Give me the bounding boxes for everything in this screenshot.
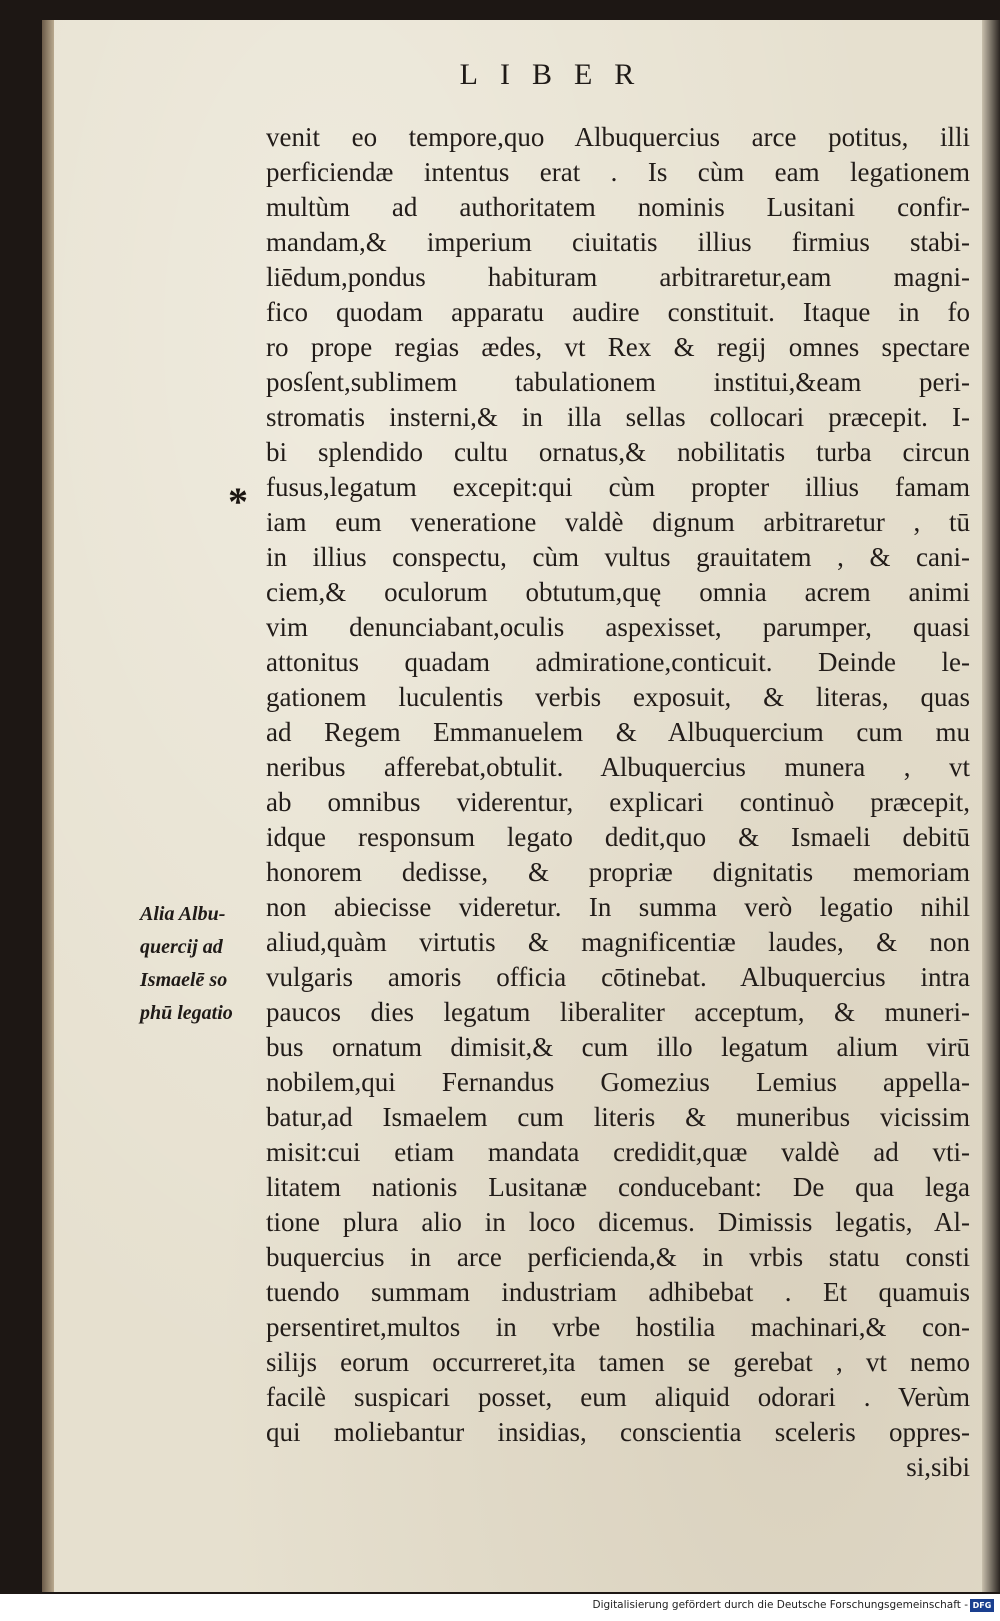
- text-line: tione plura alio in loco dicemus. Dimissis legatis, Al-: [266, 1207, 970, 1237]
- text-line: silijs eorum occurreret,ita tamen se gerebat , vt nemo: [266, 1347, 970, 1377]
- text-line: mandam,& imperium ciuitatis illius firmius stabi-: [266, 227, 970, 257]
- text-line: buquercius in arce perficienda,& in vrbis statu consti: [266, 1242, 970, 1272]
- text-line: in illius conspectu, cùm vultus grauitatem , & cani-: [266, 542, 970, 572]
- catchword: si,sibi: [906, 1452, 970, 1482]
- text-line: bi splendido cultu ornatus,& nobilitatis turba circun: [266, 437, 970, 467]
- marginal-note: [140, 898, 260, 1030]
- running-head: LIBER: [459, 58, 657, 91]
- text-line: misit:cui etiam mandata credidit,quæ valdè ad vti-: [266, 1137, 970, 1167]
- page-right-edge: [982, 20, 1000, 1592]
- main-text-block: [266, 120, 970, 1485]
- text-line: liēdum,pondus habituram arbitraretur,eam magni-: [266, 262, 970, 292]
- text-line: multùm ad authoritatem nominis Lusitani confir-: [266, 192, 970, 222]
- marginal-note-line: Ismaelē so: [140, 969, 228, 991]
- text-line: paucos dies legatum liberaliter acceptum, & muneri-: [266, 997, 970, 1027]
- text-line: bus ornatum dimisit,& cum illo legatum alium virū: [266, 1032, 970, 1062]
- text-line: ciem,& oculorum obtutum,quę omnia acrem animi: [266, 577, 970, 607]
- page-left-edge: [42, 20, 54, 1592]
- text-line: venit eo tempore,quo Albuquercius arce potitus, illi: [266, 122, 970, 152]
- text-line: vulgaris amoris officia cōtinebat. Albuquercius intra: [266, 962, 970, 992]
- text-line: perficiendæ intentus erat . Is cùm eam legationem: [266, 157, 970, 187]
- text-line: honorem dedisse, & propriæ dignitatis memoriam: [266, 857, 970, 887]
- asterisk-marker: *: [228, 479, 248, 524]
- digitization-footer: [0, 1594, 1000, 1621]
- text-line: neribus afferebat,obtulit. Albuquercius munera , vt: [266, 752, 970, 782]
- text-line: stromatis insterni,& in illa sellas collocari præcepit. I-: [266, 402, 970, 432]
- text-line: vim denunciabant,oculis aspexisset, parumper, quasi: [266, 612, 970, 642]
- text-line: attonitus quadam admiratione,conticuit. Deinde le-: [266, 647, 970, 677]
- text-line: posſent,sublimem tabulationem institui,&eam peri-: [266, 367, 970, 397]
- text-line: nobilem,qui Fernandus Gomezius Lemius appella-: [266, 1067, 970, 1097]
- text-line: facilè suspicari posset, eum aliquid odorari . Verùm: [266, 1382, 970, 1412]
- text-line: qui moliebantur insidias, conscientia sceleris oppres-: [266, 1417, 970, 1447]
- text-line: litatem nationis Lusitanæ conducebant: De qua lega: [266, 1172, 970, 1202]
- text-line: ab omnibus viderentur, explicari continuò præcepit,: [266, 787, 970, 817]
- text-line: aliud,quàm virtutis & magnificentiæ laudes, & non: [266, 927, 970, 957]
- text-line: fico quodam apparatu audire constituit. Itaque in fo: [266, 297, 970, 327]
- text-line: ro prope regias ædes, vt Rex & regij omnes spectare: [266, 332, 970, 362]
- marginal-note-line: phū legatio: [140, 1002, 233, 1024]
- text-line: batur,ad Ismaelem cum literis & muneribus vicissim: [266, 1102, 970, 1132]
- marginal-note-line: quercij ad: [140, 936, 223, 958]
- funding-credit: Digitalisierung gefördert durch die Deutsche Forschungsgemeinschaft -: [592, 1599, 968, 1611]
- text-line: gationem luculentis verbis exposuit, & literas, quas: [266, 682, 970, 712]
- text-line: non abiecisse videretur. In summa verò legatio nihil: [266, 892, 970, 922]
- text-line: persentiret,multos in vrbe hostilia machinari,& con-: [266, 1312, 970, 1342]
- text-line: fusus,legatum excepit:qui cùm propter illius famam: [266, 472, 970, 502]
- text-line: idque responsum legato dedit,quo & Ismaeli debitū: [266, 822, 970, 852]
- dfg-logo: DFG: [970, 1599, 994, 1612]
- text-line: tuendo summam industriam adhibebat . Et quamuis: [266, 1277, 970, 1307]
- text-line: ad Regem Emmanuelem & Albuquercium cum mu: [266, 717, 970, 747]
- marginal-note-line: Alia Albu-: [140, 903, 226, 925]
- text-line: iam eum veneratione valdè dignum arbitraretur , tū: [266, 507, 970, 537]
